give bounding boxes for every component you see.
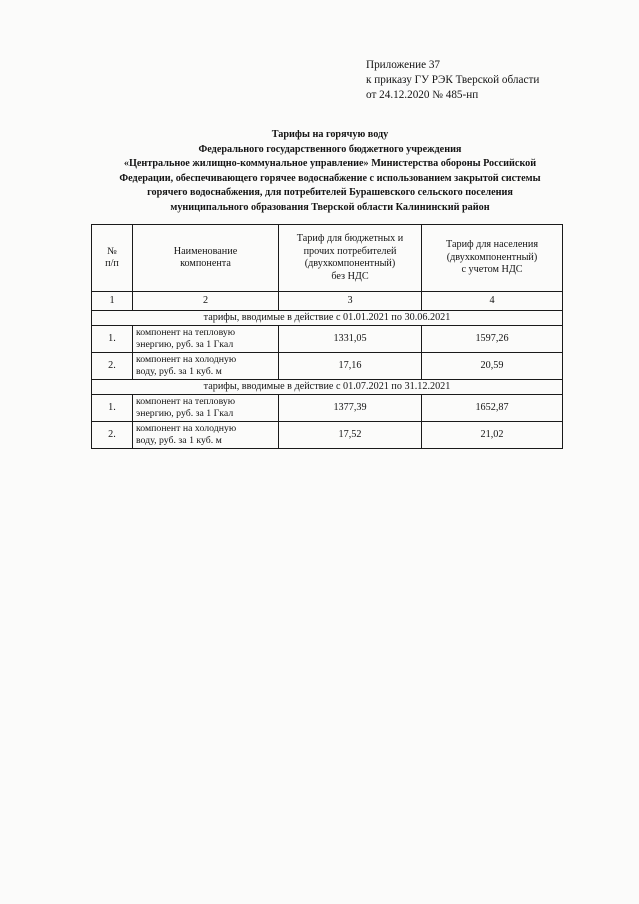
- budget-tariff-value: 1331,05: [279, 326, 422, 353]
- title-line: Федерального государственного бюджетного учреждения: [198, 143, 462, 155]
- component-name: компонент на тепловую энергию, руб. за 1 Гкал: [133, 395, 279, 422]
- budget-tariff-value: 17,52: [279, 422, 422, 449]
- appendix-reference: [366, 58, 626, 103]
- tariff-table: [91, 224, 563, 449]
- period-title: тарифы, вводимые в действие с 01.01.2021 по 30.06.2021: [92, 311, 563, 326]
- component-name: компонент на тепловую энергию, руб. за 1 Гкал: [133, 326, 279, 353]
- row-number: 1.: [92, 395, 133, 422]
- row-number: 1.: [92, 326, 133, 353]
- table-row: [92, 422, 563, 449]
- title-line: Тарифы на горячую воду: [271, 129, 389, 140]
- period-row: [92, 311, 563, 326]
- table-header-row: [92, 225, 563, 292]
- title-line: горячего водоснабжения, для потребителей Бурашевского сельского поселения: [147, 187, 513, 199]
- title-line: Федерации, обеспечивающего горячее водоснабжение с использованием закрытой системы: [119, 172, 541, 184]
- period-title: тарифы, вводимые в действие с 01.07.2021 по 31.12.2021: [92, 380, 563, 395]
- table-row: [92, 395, 563, 422]
- header-population-tariff: Тариф для населения (двухкомпонентный) с учетом НДС: [422, 225, 563, 292]
- table-row: [92, 353, 563, 380]
- column-number: 2: [133, 292, 279, 311]
- column-number: 3: [279, 292, 422, 311]
- population-tariff-value: 20,59: [422, 353, 563, 380]
- population-tariff-value: 1652,87: [422, 395, 563, 422]
- title-line: «Центральное жилищно-коммунальное управление» Министерства обороны Российской: [123, 158, 537, 170]
- row-number: 2.: [92, 353, 133, 380]
- appendix-number: Приложение 37: [366, 59, 441, 71]
- document-title: [70, 128, 590, 216]
- component-name: компонент на холодную воду, руб. за 1 куб. м: [133, 353, 279, 380]
- header-num: № п/п: [92, 225, 133, 292]
- header-budget-tariff: Тариф для бюджетных и прочих потребителей (двухкомпонентный) без НДС: [279, 225, 422, 292]
- appendix-order: к приказу ГУ РЭК Тверской области: [366, 74, 540, 86]
- title-line: муниципального образования Тверской области Калининский район: [170, 201, 490, 213]
- budget-tariff-value: 17,16: [279, 353, 422, 380]
- column-numbers-row: [92, 292, 563, 311]
- column-number: 4: [422, 292, 563, 311]
- budget-tariff-value: 1377,39: [279, 395, 422, 422]
- period-row: [92, 380, 563, 395]
- appendix-date: от 24.12.2020 № 485-нп: [366, 89, 479, 101]
- table-row: [92, 326, 563, 353]
- column-number: 1: [92, 292, 133, 311]
- population-tariff-value: 21,02: [422, 422, 563, 449]
- row-number: 2.: [92, 422, 133, 449]
- population-tariff-value: 1597,26: [422, 326, 563, 353]
- header-name: Наименование компонента: [133, 225, 279, 292]
- component-name: компонент на холодную воду, руб. за 1 куб. м: [133, 422, 279, 449]
